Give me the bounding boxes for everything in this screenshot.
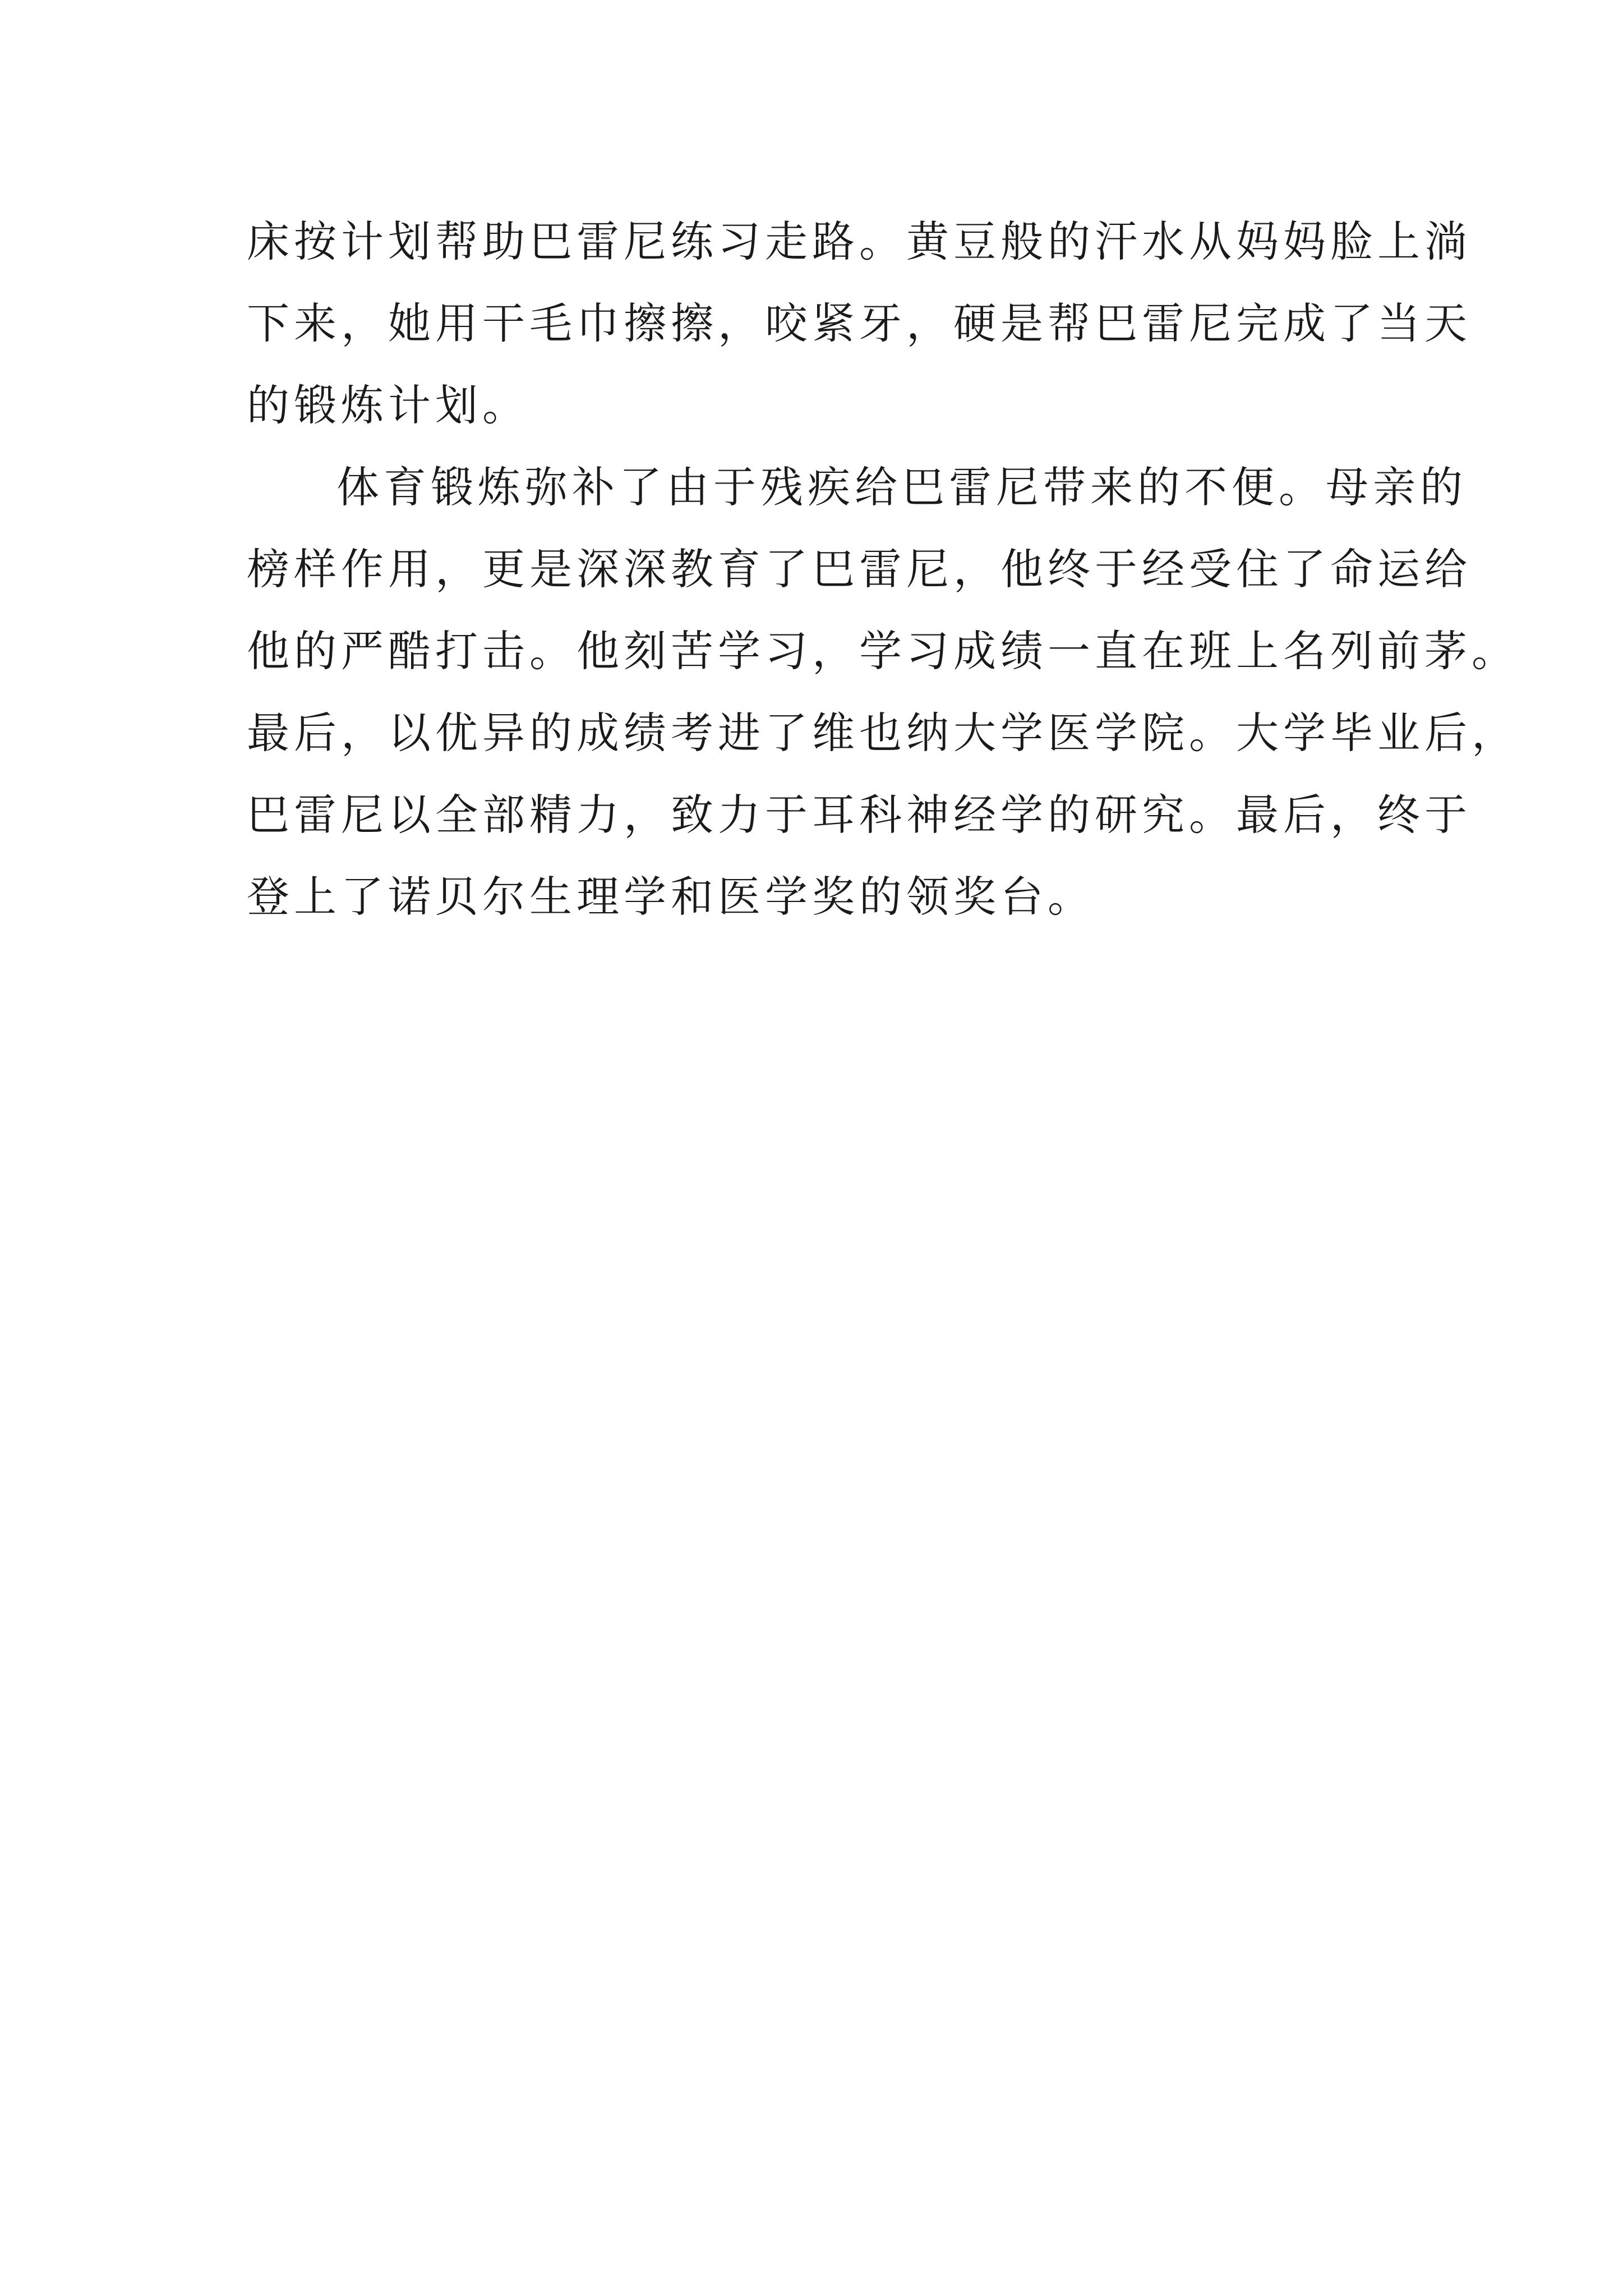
text-line: 登上了诺贝尔生理学和医学奖的领奖台。 xyxy=(247,872,1095,922)
text-line: 床按计划帮助巴雷尼练习走路。黄豆般的汗水从妈妈脸上淌 xyxy=(247,217,1472,266)
text-line: 体育锻炼弥补了由于残疾给巴雷尼带来的不便。母亲的 xyxy=(336,462,1467,512)
text-line: 他的严酷打击。他刻苦学习，学习成绩一直在班上名列前茅。 xyxy=(247,626,1519,676)
text-line: 下来，她用干毛巾擦擦，咬紧牙，硬是帮巴雷尼完成了当天 xyxy=(247,298,1472,348)
text-line: 的锻炼计划。 xyxy=(247,380,529,430)
paragraph xyxy=(247,447,1519,938)
text-line: 榜样作用，更是深深教育了巴雷尼，他终于经受住了命运给 xyxy=(247,544,1472,594)
body-text xyxy=(247,201,1519,938)
paragraph xyxy=(247,201,1472,447)
text-line: 巴雷尼以全部精力，致力于耳科神经学的研究。最后，终于 xyxy=(247,790,1472,840)
text-line: 最后，以优异的成绩考进了维也纳大学医学院。大学毕业后， xyxy=(247,708,1519,758)
